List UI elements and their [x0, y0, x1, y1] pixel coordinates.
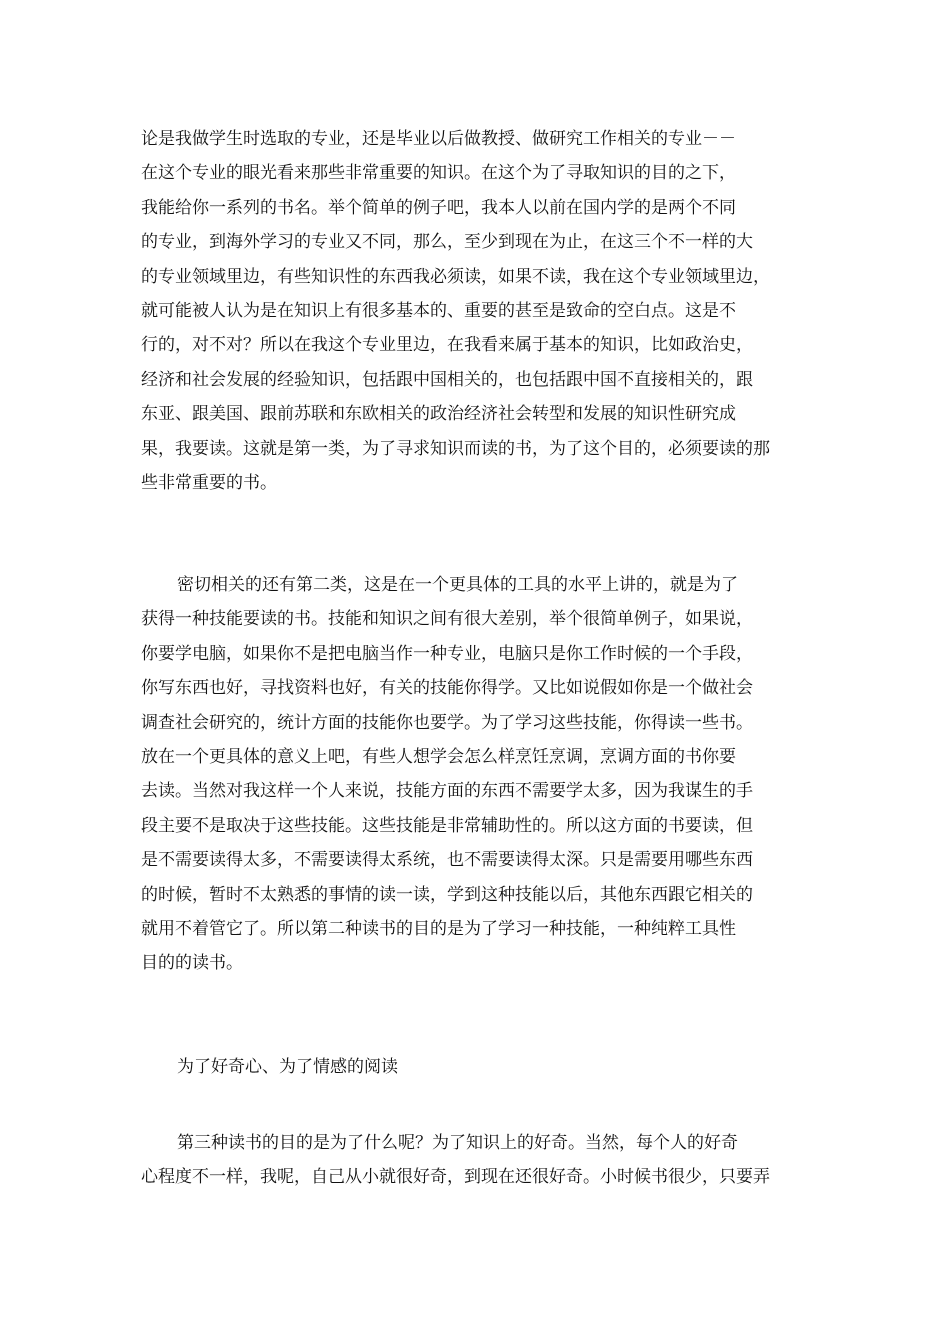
paragraph-2-line: 放在一个更具体的意义上吧，有些人想学会怎么样烹饪烹调，烹调方面的书你要 — [141, 746, 736, 767]
paragraph-1-line: 些非常重要的书。 — [141, 472, 277, 493]
section-heading-block — [141, 1050, 815, 1084]
paragraph-1 — [141, 122, 815, 500]
paragraph-1-line: 的专业，到海外学习的专业又不同，那么，至少到现在为止，在这三个不一样的大 — [141, 232, 753, 253]
paragraph-2-line: 获得一种技能要读的书。技能和知识之间有很大差别，举个很简单例子，如果说， — [141, 609, 753, 630]
paragraph-2-line: 你要学电脑，如果你不是把电脑当作一种专业，电脑只是你工作时候的一个手段， — [141, 643, 753, 664]
paragraph-2 — [141, 568, 815, 981]
paragraph-1-line: 行的，对不对？所以在我这个专业里边，在我看来属于基本的知识，比如政治史， — [141, 335, 753, 356]
paragraph-3-line: 第三种读书的目的是为了什么呢？为了知识上的好奇。当然，每个人的好奇 — [177, 1133, 738, 1153]
paragraph-2-line: 你写东西也好，寻找资料也好，有关的技能你得学。又比如说假如你是一个做社会 — [141, 678, 753, 699]
paragraph-2-line: 就用不着管它了。所以第二种读书的目的是为了学习一种技能，一种纯粹工具性 — [141, 918, 736, 939]
paragraph-2-line: 调查社会研究的，统计方面的技能你也要学。为了学习这些技能，你得读一些书。 — [141, 712, 753, 733]
section-heading: 为了好奇心、为了情感的阅读 — [177, 1057, 398, 1077]
paragraph-2-line: 去读。当然对我这样一个人来说，技能方面的东西不需要学太多，因为我谋生的手 — [141, 781, 753, 802]
paragraph-3 — [141, 1126, 815, 1195]
paragraph-1-line: 果，我要读。这就是第一类，为了寻求知识而读的书，为了这个目的，必须要读的那 — [141, 438, 770, 459]
paragraph-1-line: 东亚、跟美国、跟前苏联和东欧相关的政治经济社会转型和发展的知识性研究成 — [141, 404, 736, 425]
paragraph-1-line: 就可能被人认为是在知识上有很多基本的、重要的甚至是致命的空白点。这是不 — [141, 300, 736, 321]
paragraph-2-line: 目的的读书。 — [141, 953, 243, 974]
paragraph-2-line: 段主要不是取决于这些技能。这些技能是非常辅助性的。所以这方面的书要读，但 — [141, 815, 753, 836]
paragraph-2-line: 的时候，暂时不太熟悉的事情的读一读，学到这种技能以后，其他东西跟它相关的 — [141, 884, 753, 905]
paragraph-1-line: 论是我做学生时选取的专业，还是毕业以后做教授、做研究工作相关的专业－－ — [141, 129, 736, 149]
paragraph-1-line: 我能给你一系列的书名。举个简单的例子吧，我本人以前在国内学的是两个不同 — [141, 197, 736, 218]
paragraph-1-line: 在这个专业的眼光看来那些非常重要的知识。在这个为了寻取知识的目的之下， — [141, 163, 736, 184]
paragraph-1-line: 的专业领域里边，有些知识性的东西我必须读，如果不读，我在这个专业领域里边， — [141, 266, 770, 287]
paragraph-2-line: 是不需要读得太多，不需要读得太系统，也不需要读得太深。只是需要用哪些东西 — [141, 850, 753, 871]
paragraph-3-line: 心程度不一样，我呢，自己从小就很好奇，到现在还很好奇。小时候书很少，只要弄 — [141, 1167, 770, 1188]
paragraph-2-line: 密切相关的还有第二类，这是在一个更具体的工具的水平上讲的，就是为了 — [177, 575, 738, 595]
paragraph-1-line: 经济和社会发展的经验知识，包括跟中国相关的，也包括跟中国不直接相关的，跟 — [141, 369, 753, 390]
